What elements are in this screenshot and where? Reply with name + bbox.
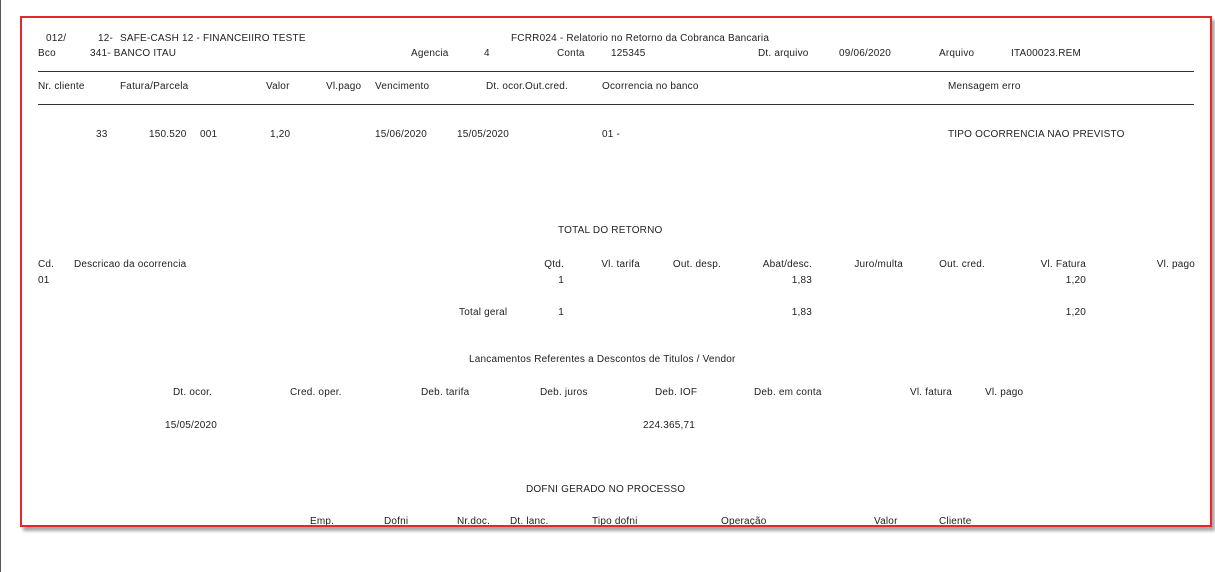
- header-code: 012/: [46, 33, 67, 44]
- report-title: FCRR024 - Relatorio no Retorno da Cobranca Bancaria: [511, 33, 770, 44]
- total-col-descricao: Descricao da ocorrencia: [74, 259, 187, 270]
- total-col-abat-desc: Abat/desc.: [762, 259, 812, 270]
- lancamentos-title: Lancamentos Referentes a Descontos de Titulos / Vendor: [469, 354, 736, 365]
- lanc-col-deb-juros: Deb. juros: [540, 387, 588, 398]
- col-dt-ocor: Dt. ocor.Out.cred.: [486, 81, 568, 92]
- bco-label: Bco: [38, 48, 56, 59]
- dofni-col-operacao: Operação: [721, 516, 767, 527]
- total-row-abat: 1,83: [791, 275, 812, 286]
- total-geral-vl-fatura: 1,20: [1065, 307, 1086, 318]
- total-col-cd: Cd.: [38, 259, 55, 270]
- header-company-name: SAFE-CASH 12 - FINANCEIIRO TESTE: [120, 33, 306, 44]
- col-vl-pago: Vl.pago: [326, 81, 362, 92]
- bank-name: 341- BANCO ITAU: [90, 48, 177, 59]
- col-fatura-parcela: Fatura/Parcela: [120, 81, 189, 92]
- agencia-label: Agencia: [411, 48, 449, 59]
- total-title: TOTAL DO RETORNO: [558, 225, 663, 236]
- lanc-col-deb-tarifa: Deb. tarifa: [421, 387, 470, 398]
- dofni-title: DOFNI GERADO NO PROCESSO: [526, 484, 686, 495]
- conta-value: 125345: [611, 48, 646, 59]
- total-col-vl-tarifa: Vl. tarifa: [601, 259, 640, 270]
- lanc-col-dt-ocor: Dt. ocor.: [173, 387, 213, 398]
- col-ocorrencia: Ocorrencia no banco: [602, 81, 699, 92]
- dofni-col-tipo-dofni: Tipo dofni: [592, 516, 638, 527]
- col-nr-cliente: Nr. cliente: [38, 81, 85, 92]
- total-col-out-desp: Out. desp.: [672, 259, 721, 270]
- lanc-col-cred-oper: Cred. oper.: [290, 387, 342, 398]
- row-vencimento: 15/06/2020: [375, 129, 428, 140]
- arquivo-value: ITA00023.REM: [1011, 48, 1082, 59]
- row-dt-ocor: 15/05/2020: [457, 129, 510, 140]
- dofni-col-dt-lanc: Dt. lanc.: [510, 516, 549, 527]
- arquivo-label: Arquivo: [939, 48, 975, 59]
- dofni-col-emp: Emp.: [310, 516, 335, 527]
- header-divider: [38, 71, 1194, 72]
- lanc-col-deb-em-conta: Deb. em conta: [754, 387, 822, 398]
- dofni-col-valor: Valor: [874, 516, 898, 527]
- row-fatura: 150.520: [149, 129, 187, 140]
- header-company-number: 12-: [98, 33, 114, 44]
- columns-divider: [38, 104, 1194, 105]
- dt-arquivo-label: Dt. arquivo: [758, 48, 809, 59]
- total-col-qtd: Qtd.: [544, 259, 564, 270]
- lanc-col-vl-fatura: Vl. fatura: [910, 387, 953, 398]
- col-mensagem-erro: Mensagem erro: [948, 81, 1021, 92]
- lanc-col-vl-pago: Vl. pago: [985, 387, 1024, 398]
- agencia-value: 4: [484, 48, 490, 59]
- total-row-cd: 01: [38, 275, 50, 286]
- report-page: [20, 16, 1212, 527]
- total-row-vl-fatura: 1,20: [1065, 275, 1086, 286]
- total-row-qtd: 1: [558, 275, 564, 286]
- window-left-border: [0, 0, 1, 572]
- total-geral-label: Total geral: [459, 307, 508, 318]
- total-geral-abat: 1,83: [791, 307, 812, 318]
- total-geral-qtd: 1: [558, 307, 564, 318]
- row-nr-cliente: 33: [96, 129, 108, 140]
- dofni-col-nr-doc: Nr.doc.: [457, 516, 491, 527]
- col-valor: Valor: [266, 81, 290, 92]
- row-mensagem: TIPO OCORRENCIA NAO PREVISTO: [948, 129, 1125, 140]
- dofni-col-dofni: Dofni: [384, 516, 409, 527]
- col-vencimento: Vencimento: [375, 81, 430, 92]
- dt-arquivo-value: 09/06/2020: [839, 48, 892, 59]
- total-col-juro-multa: Juro/multa: [854, 259, 903, 270]
- total-col-vl-pago: Vl. pago: [1156, 259, 1195, 270]
- conta-label: Conta: [557, 48, 585, 59]
- row-parcela: 001: [200, 129, 218, 140]
- lanc-row-dt-ocor: 15/05/2020: [165, 420, 218, 431]
- lanc-col-deb-iof: Deb. IOF: [655, 387, 698, 398]
- row-ocorrencia: 01 -: [602, 129, 621, 140]
- dofni-col-cliente: Cliente: [939, 516, 972, 527]
- total-col-vl-fatura: Vl. Fatura: [1040, 259, 1086, 270]
- row-valor: 1,20: [270, 129, 291, 140]
- lanc-row-deb-iof: 224.365,71: [643, 420, 696, 431]
- total-col-out-cred: Out. cred.: [939, 259, 985, 270]
